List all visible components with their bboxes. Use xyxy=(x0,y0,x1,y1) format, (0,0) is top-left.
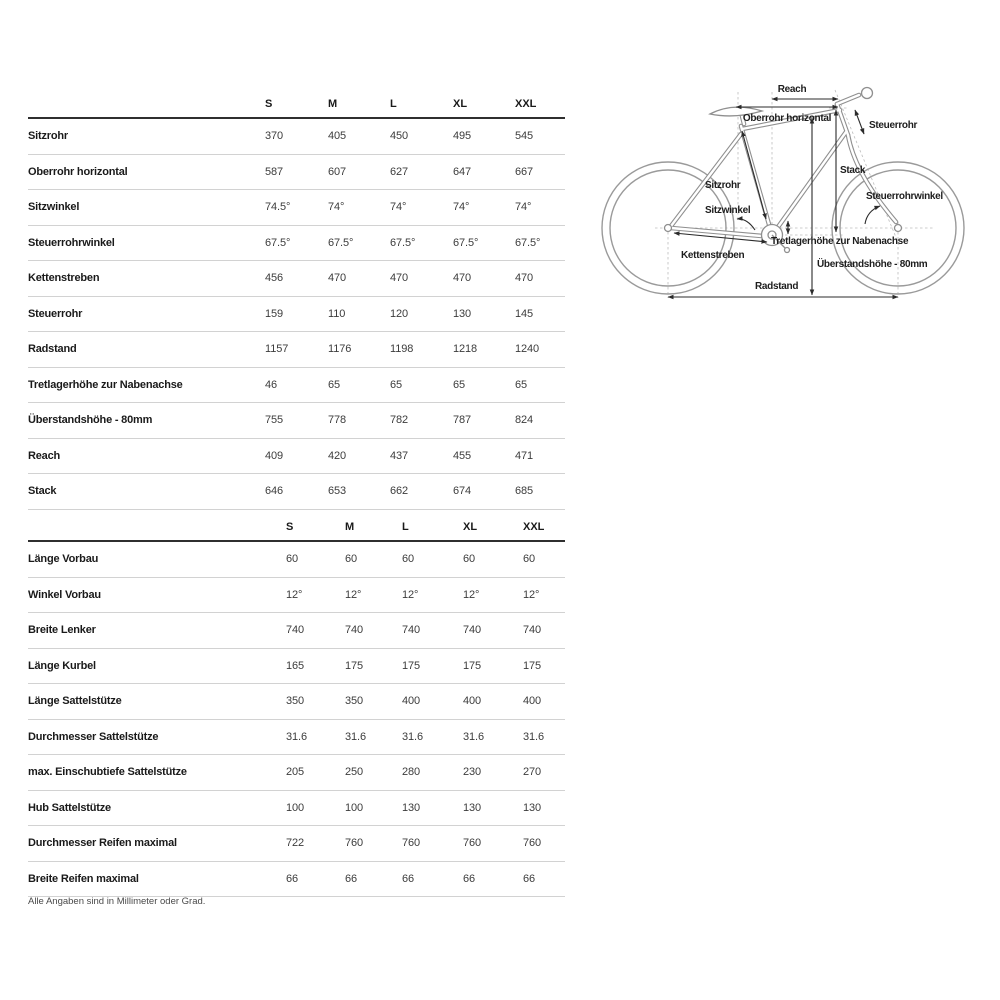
cell-value: 782 xyxy=(390,414,409,427)
cell-value: 420 xyxy=(328,449,347,462)
cell-value: 405 xyxy=(328,130,347,143)
cell-value: 130 xyxy=(523,801,542,814)
cell-value: 740 xyxy=(463,624,482,637)
cell-value: 1157 xyxy=(265,343,289,356)
cell-value: 409 xyxy=(265,449,284,462)
cell-value: 65 xyxy=(390,378,403,391)
cell-value: 67.5° xyxy=(453,236,479,249)
table-row xyxy=(28,791,565,827)
front-hub xyxy=(895,225,902,232)
table-row xyxy=(28,261,565,297)
cell-value: 674 xyxy=(453,485,472,498)
col-header: XXL xyxy=(515,98,537,110)
pedal xyxy=(785,248,790,253)
diagram-label-reach: Reach xyxy=(777,84,807,95)
cell-value: 456 xyxy=(265,272,284,285)
cell-value: 760 xyxy=(402,837,421,850)
handlebar-grip xyxy=(862,88,873,99)
components-table xyxy=(28,512,565,897)
cell-value: 100 xyxy=(286,801,305,814)
cell-value: 60 xyxy=(402,553,415,566)
cell-value: 280 xyxy=(402,766,421,779)
row-label: Hub Sattelstütze xyxy=(28,801,111,814)
cell-value: 74° xyxy=(453,201,470,214)
cell-value: 60 xyxy=(463,553,476,566)
cell-value: 65 xyxy=(515,378,528,391)
cell-value: 67.5° xyxy=(515,236,541,249)
table-row xyxy=(28,226,565,262)
row-label: Oberrohr horizontal xyxy=(28,165,128,178)
row-label: Kettenstreben xyxy=(28,272,100,285)
cell-value: 1218 xyxy=(453,343,478,356)
cell-value: 31.6 xyxy=(402,730,424,743)
cell-value: 175 xyxy=(523,659,542,672)
table-row xyxy=(28,439,565,475)
cell-value: 145 xyxy=(515,307,534,320)
cell-value: 667 xyxy=(515,165,534,178)
cell-value: 350 xyxy=(286,695,305,708)
cell-value: 12° xyxy=(523,588,540,601)
cell-value: 175 xyxy=(463,659,482,672)
diagram-label-radstand: Radstand xyxy=(755,281,799,292)
cell-value: 587 xyxy=(265,165,284,178)
diagram-label-steuerrohrwinkel: Steuerrohrwinkel xyxy=(866,191,943,202)
table-row xyxy=(28,542,565,578)
diagram-label-sitzrohr: Sitzrohr xyxy=(705,180,741,191)
cell-value: 755 xyxy=(265,414,284,427)
cell-value: 12° xyxy=(345,588,362,601)
cell-value: 130 xyxy=(453,307,472,320)
col-header: L xyxy=(390,98,397,110)
cell-value: 130 xyxy=(402,801,421,814)
cell-value: 470 xyxy=(328,272,347,285)
cell-value: 67.5° xyxy=(265,236,291,249)
diagram-label-tretlagerhoehe: Tretlagerhöhe zur Nabenachse xyxy=(771,236,909,247)
col-header: XL xyxy=(463,521,478,533)
row-label: Steuerrohr xyxy=(28,307,83,320)
col-header: S xyxy=(286,521,294,533)
cell-value: 31.6 xyxy=(345,730,367,743)
row-label: Breite Reifen maximal xyxy=(28,872,139,885)
cell-value: 12° xyxy=(463,588,480,601)
cell-value: 31.6 xyxy=(523,730,545,743)
col-header: M xyxy=(328,98,338,110)
diagram-label-steuerrohr: Steuerrohr xyxy=(869,120,918,131)
cell-value: 230 xyxy=(463,766,482,779)
table-header-row xyxy=(28,88,565,119)
cell-value: 250 xyxy=(345,766,364,779)
table-row xyxy=(28,190,565,226)
cell-value: 450 xyxy=(390,130,409,143)
headtube-dimension-line xyxy=(855,110,864,134)
cell-value: 205 xyxy=(286,766,305,779)
cell-value: 31.6 xyxy=(463,730,485,743)
cell-value: 627 xyxy=(390,165,409,178)
cell-value: 824 xyxy=(515,414,534,427)
bike-diagram xyxy=(595,72,995,307)
cell-value: 662 xyxy=(390,485,409,498)
cell-value: 74° xyxy=(328,201,345,214)
cell-value: 74.5° xyxy=(265,201,291,214)
table-row xyxy=(28,826,565,862)
row-label: Überstandshöhe - 80mm xyxy=(28,414,153,427)
row-label: Breite Lenker xyxy=(28,624,96,637)
table-row xyxy=(28,649,565,685)
col-header: S xyxy=(265,98,273,110)
row-label: Länge Kurbel xyxy=(28,659,96,672)
cell-value: 740 xyxy=(345,624,364,637)
table-row xyxy=(28,720,565,756)
cell-value: 400 xyxy=(523,695,542,708)
cell-value: 65 xyxy=(453,378,466,391)
table-row xyxy=(28,403,565,439)
cell-value: 270 xyxy=(523,766,542,779)
cell-value: 175 xyxy=(402,659,421,672)
col-header: XXL xyxy=(523,521,545,533)
cell-value: 110 xyxy=(328,307,346,320)
cell-value: 370 xyxy=(265,130,284,143)
row-label: Radstand xyxy=(28,343,77,356)
cell-value: 66 xyxy=(345,872,358,885)
row-label: Sitzwinkel xyxy=(28,201,80,214)
table-row xyxy=(28,155,565,191)
cell-value: 400 xyxy=(463,695,482,708)
cell-value: 455 xyxy=(453,449,472,462)
cell-value: 67.5° xyxy=(328,236,354,249)
cell-value: 760 xyxy=(463,837,482,850)
table-row xyxy=(28,368,565,404)
cell-value: 470 xyxy=(515,272,534,285)
cell-value: 74° xyxy=(390,201,407,214)
cell-value: 74° xyxy=(515,201,532,214)
cell-value: 12° xyxy=(402,588,419,601)
cell-value: 159 xyxy=(265,307,284,320)
row-label: Länge Vorbau xyxy=(28,553,99,566)
geometry-table xyxy=(28,88,565,510)
cell-value: 646 xyxy=(265,485,284,498)
row-label: Steuerrohrwinkel xyxy=(28,236,115,249)
row-label: Stack xyxy=(28,485,57,498)
cell-value: 12° xyxy=(286,588,303,601)
cell-value: 607 xyxy=(328,165,347,178)
table-row xyxy=(28,684,565,720)
cell-value: 66 xyxy=(463,872,476,885)
cell-value: 653 xyxy=(328,485,347,498)
cell-value: 400 xyxy=(402,695,421,708)
cell-value: 46 xyxy=(265,378,278,391)
footnote: Alle Angaben sind in Millimeter oder Grad. xyxy=(28,896,206,907)
cell-value: 740 xyxy=(286,624,305,637)
cell-value: 67.5° xyxy=(390,236,416,249)
cell-value: 350 xyxy=(345,695,364,708)
cell-value: 437 xyxy=(390,449,409,462)
diagram-label-ueberstandshoehe: Überstandshöhe - 80mm xyxy=(817,259,928,270)
row-label: Sitzrohr xyxy=(28,130,68,143)
diagram-label-oberrohr: Oberrohr horizontal xyxy=(742,113,832,124)
cell-value: 685 xyxy=(515,485,534,498)
row-label: Durchmesser Reifen maximal xyxy=(28,837,177,850)
cell-value: 130 xyxy=(463,801,482,814)
cell-value: 66 xyxy=(402,872,415,885)
diagram-label-sitzwinkel: Sitzwinkel xyxy=(705,205,751,216)
cell-value: 647 xyxy=(453,165,472,178)
cell-value: 175 xyxy=(345,659,364,672)
cell-value: 60 xyxy=(286,553,299,566)
cell-value: 66 xyxy=(523,872,536,885)
cell-value: 760 xyxy=(523,837,542,850)
cell-value: 471 xyxy=(515,449,534,462)
row-label: Winkel Vorbau xyxy=(28,588,101,601)
diagram-label-stack: Stack xyxy=(840,165,866,176)
cell-value: 165 xyxy=(286,659,305,672)
table-row xyxy=(28,119,565,155)
cell-value: 470 xyxy=(390,272,409,285)
cell-value: 1176 xyxy=(328,343,352,356)
cell-value: 66 xyxy=(286,872,299,885)
table-row xyxy=(28,755,565,791)
row-label: Tretlagerhöhe zur Nabenachse xyxy=(28,378,183,391)
diagram-label-kettenstreben: Kettenstreben xyxy=(681,250,745,261)
cell-value: 1198 xyxy=(390,343,414,356)
cell-value: 495 xyxy=(453,130,472,143)
cell-value: 760 xyxy=(345,837,364,850)
table-row xyxy=(28,578,565,614)
cell-value: 65 xyxy=(328,378,341,391)
rear-hub xyxy=(665,225,672,232)
cell-value: 778 xyxy=(328,414,347,427)
col-header: XL xyxy=(453,98,468,110)
cell-value: 722 xyxy=(286,837,305,850)
col-header: L xyxy=(402,521,409,533)
table-row xyxy=(28,613,565,649)
table-header-row xyxy=(28,512,565,542)
row-label: Länge Sattelstütze xyxy=(28,695,122,708)
table-row xyxy=(28,297,565,333)
cell-value: 1240 xyxy=(515,343,540,356)
cell-value: 100 xyxy=(345,801,364,814)
row-label: Reach xyxy=(28,449,61,462)
cell-value: 60 xyxy=(523,553,536,566)
cell-value: 787 xyxy=(453,414,472,427)
cell-value: 740 xyxy=(402,624,421,637)
headangle-arc xyxy=(865,206,880,224)
table-row xyxy=(28,474,565,510)
table-row xyxy=(28,862,565,898)
cell-value: 31.6 xyxy=(286,730,308,743)
cell-value: 60 xyxy=(345,553,358,566)
cell-value: 545 xyxy=(515,130,534,143)
col-header: M xyxy=(345,521,355,533)
cell-value: 740 xyxy=(523,624,542,637)
row-label: Durchmesser Sattelstütze xyxy=(28,730,159,743)
table-row xyxy=(28,332,565,368)
cell-value: 120 xyxy=(390,307,409,320)
row-label: max. Einschubtiefe Sattelstütze xyxy=(28,766,187,779)
cell-value: 470 xyxy=(453,272,472,285)
